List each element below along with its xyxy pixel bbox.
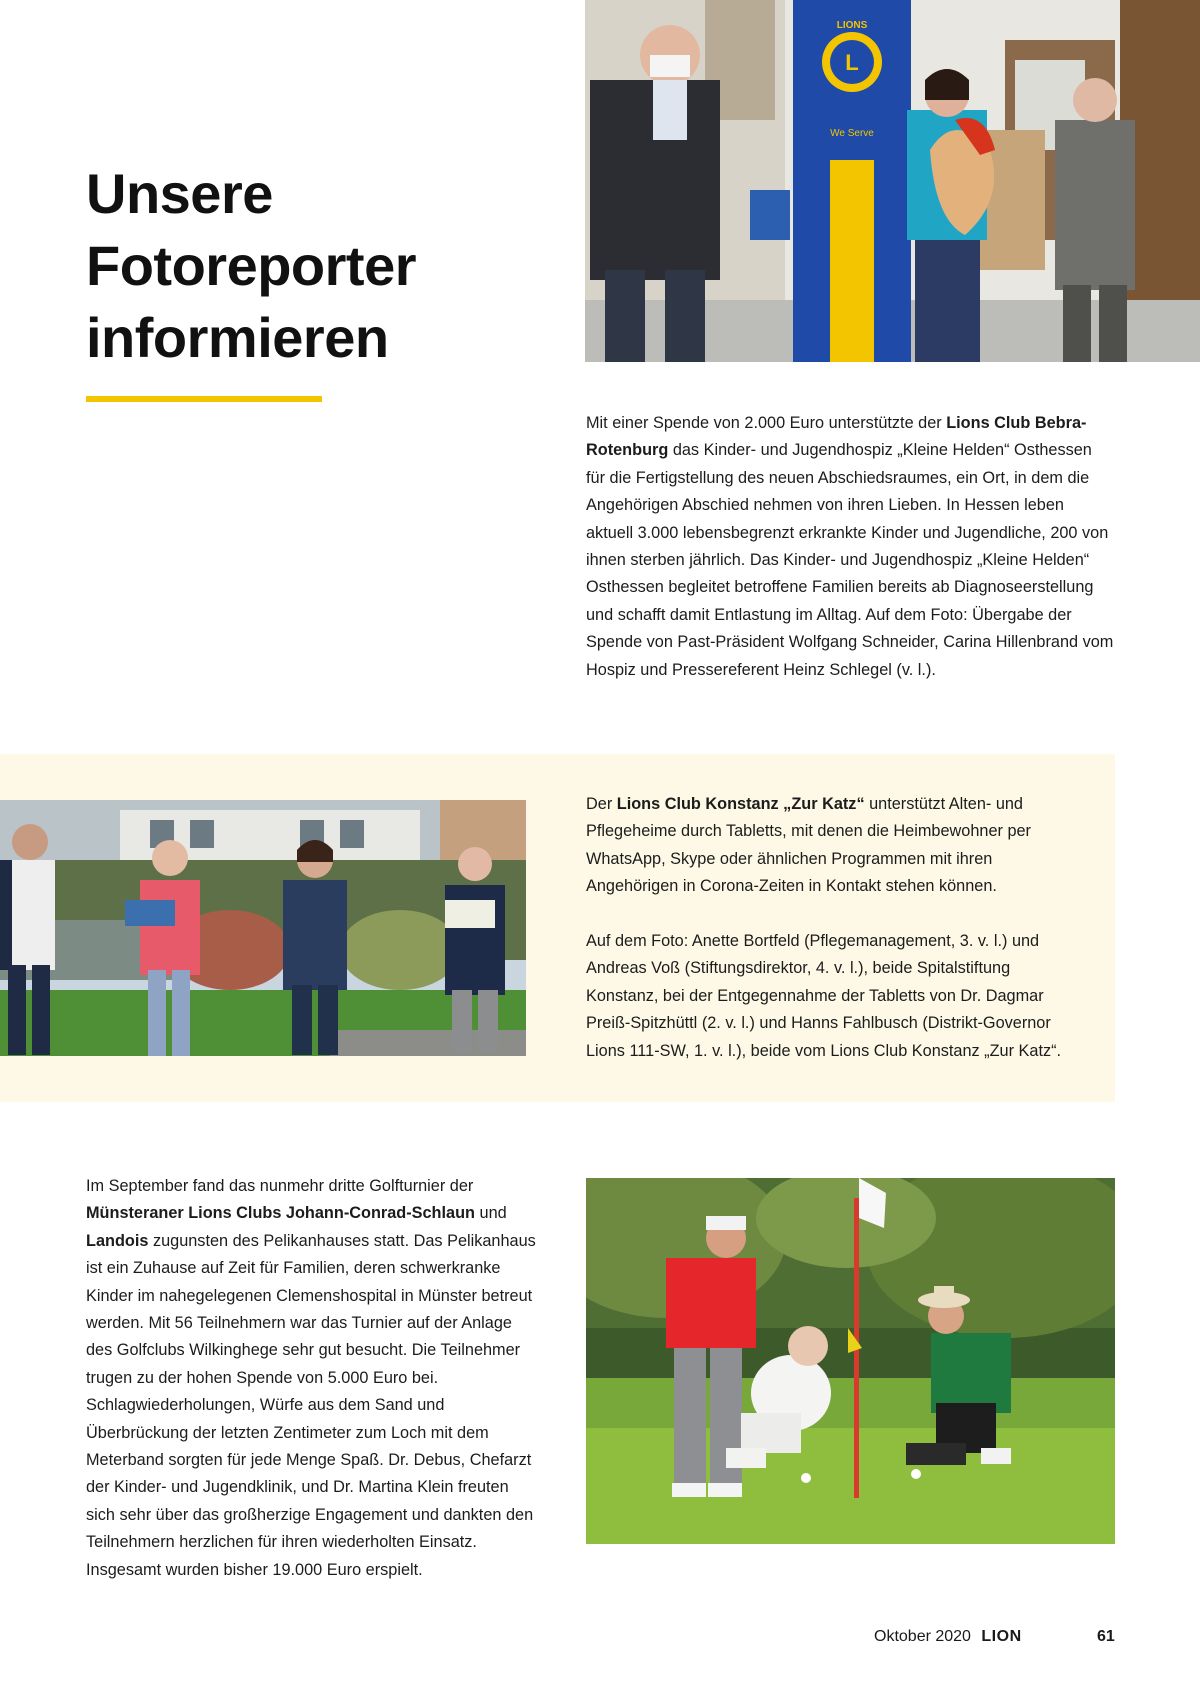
story1-text-2: das Kinder- und Jugendhospiz „Kleine Helden“ Osthessen für die Fertigstellung des neuen Abschiedsraumes, ein Ort, in dem die Angehörigen Abschied nehmen von ihren Lieben. In Hessen leben aktuell 3.000 lebensbegrenzt erkrankte Kinder und Jugendliche, 200 von ihnen sterben jährlich. Das Kinder- und Jugendhospiz „Kleine Helden“ Osthessen begleitet betroffene Familien bereits ab Diagnoseerstellung und schafft damit Entlastung im Alltag. Auf dem Foto: Übergabe der Spende von Past-Präsident Wolfgang Schneider, Carina Hillenbrand vom Hospiz und Pressereferent Heinz Schlegel (v. l.).: [586, 441, 1114, 679]
story1-paragraph: [586, 410, 1114, 684]
article-title: [86, 158, 506, 374]
svg-text:L: L: [845, 50, 859, 75]
story3-club-names: Münsteraner Lions Clubs Johann-Conrad-Schlaun: [86, 1204, 475, 1223]
banner-slogan-text: We Serve: [830, 128, 874, 139]
footer-magazine-name: LION: [981, 1628, 1022, 1645]
story2-photo-caption: Auf dem Foto: Anette Bortfeld (Pflegemanagement, 3. v. l.) und Andreas Voß (Stiftungsdirektor, 4. v. l.), beide Spitalstiftung Konstanz, bei der Entgegennahme der Tabletts von Dr. Dagmar Preiß-Spitzhüttl (2. v. l.) und Hanns Fahlbusch (Distrikt-Governor Lions 111-SW, 1. v. l.), beide vom Lions Club Konstanz „Zur Katz“.: [586, 932, 1062, 1060]
story2-text-2: unterstützt Alten- und Pflegeheime durch Tabletts, mit denen die Heimbewohner per WhatsApp, Skype oder ähnlichen Programmen mit ihren Angehörigen in Corona-Zeiten in Kontakt stehen können.: [586, 795, 1031, 896]
story2-text-1: Der: [586, 795, 617, 813]
lions-banner-photo: [585, 0, 1200, 362]
story3-club-landois: Landois: [86, 1231, 149, 1250]
footer-issue-date: Oktober 2020: [874, 1628, 971, 1645]
title-line-1: Unsere: [86, 162, 273, 225]
title-accent-rule: [86, 396, 322, 402]
story1-text-1: Mit einer Spende von 2.000 Euro unterstützte der: [586, 414, 947, 432]
page-number: 61: [1097, 1628, 1115, 1645]
story2-club-name: Lions Club Konstanz „Zur Katz“: [616, 795, 865, 813]
story2-paragraph: [586, 791, 1066, 901]
title-line-3: informieren: [86, 306, 389, 369]
title-line-2: Fotoreporter: [86, 234, 416, 297]
story3-text-2: und: [474, 1204, 507, 1223]
story3-text-1: Im September fand das nunmehr dritte Golfturnier der: [86, 1177, 474, 1195]
story3-text-3: zugunsten des Pelikanhauses statt. Das Pelikanhaus ist ein Zuhause auf Zeit für Familien, deren schwerkranke Kinder im nahegelegenen Clemenshospital in Münster betreut werden. Mit 56 Teilnehmern war das Turnier auf der Anlage des Golfclubs Wilkinghege sehr gut besucht. Die Teilnehmer trugen zu der hohen Spende von 5.000 Euro bei. Schlagwiederholungen, Würfe aus dem Sand und Überbrückung der letzten Zentimeter zum Loch mit dem Meterband sorgten für jede Menge Spaß. Dr. Debus, Chefarzt der Kinder- und Jugendklinik, und Dr. Martina Klein freuten sich sehr über das großherzige Engagement und dankten den Teilnehmern herzlichen für ihren wiederholten Einsatz. Insgesamt wurden bisher 19.000 Euro erspielt.: [86, 1231, 536, 1579]
story3-paragraph: [86, 1173, 536, 1584]
story1-club-name: Lions Club Bebra-Rotenburg: [586, 414, 1087, 460]
golf-green-photo: [586, 1178, 1115, 1544]
banner-logo-text: LIONS: [836, 20, 868, 31]
page-footer: [874, 1628, 1022, 1646]
group-outdoor-photo: [0, 800, 526, 1056]
